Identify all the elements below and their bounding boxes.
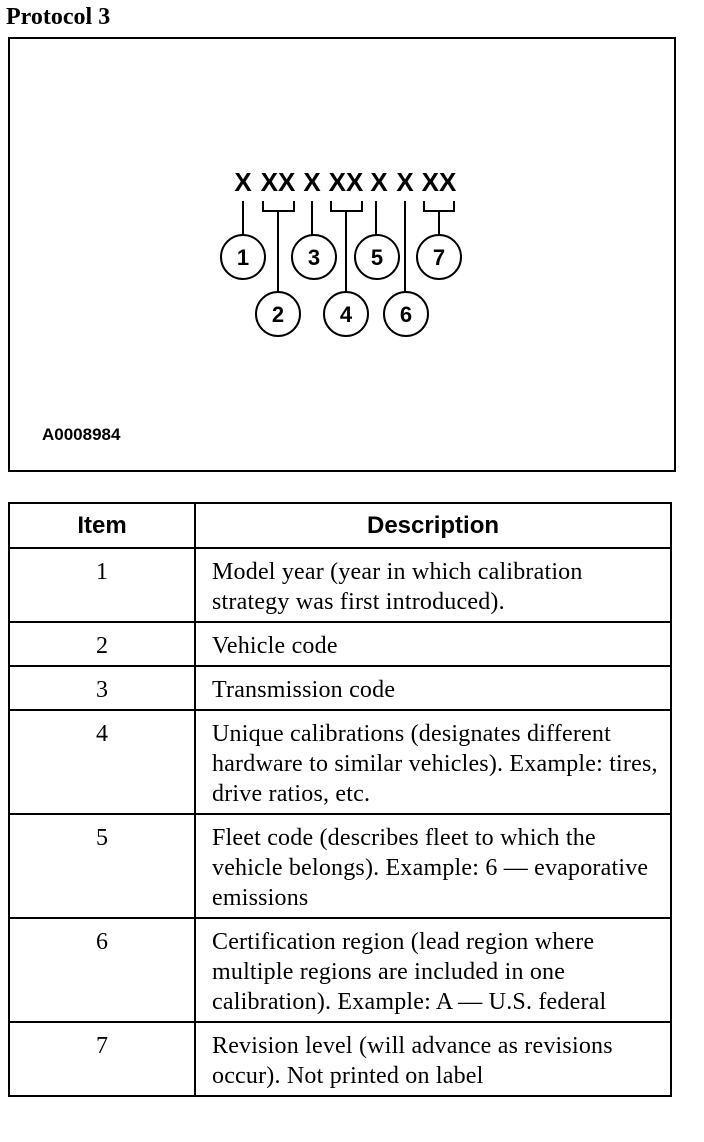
table-row <box>9 814 671 918</box>
table-row <box>9 622 671 666</box>
item-number: 4 <box>9 710 195 814</box>
item-description: Model year (year in which calibration strategy was first introduced). <box>195 548 671 622</box>
table-row <box>9 548 671 622</box>
item-number: 1 <box>9 548 195 622</box>
callout-number-4: 4 <box>339 302 353 327</box>
item-description: Transmission code <box>195 666 671 710</box>
header-item: Item <box>9 503 195 548</box>
callout-number-7: 7 <box>432 245 446 270</box>
table-row <box>9 666 671 710</box>
code-group-5: X <box>370 167 388 197</box>
item-description: Vehicle code <box>195 622 671 666</box>
bracket-2 <box>263 201 294 211</box>
callout-number-6: 6 <box>399 302 413 327</box>
bracket-4 <box>331 201 362 211</box>
callout-number-2: 2 <box>271 302 285 327</box>
item-number: 3 <box>9 666 195 710</box>
callout-number-5: 5 <box>370 245 384 270</box>
header-description: Description <box>195 503 671 548</box>
code-group-6: X <box>396 167 414 197</box>
item-number: 7 <box>9 1022 195 1096</box>
code-group-3: X <box>303 167 321 197</box>
callout-number-3: 3 <box>307 245 321 270</box>
code-group-7: XX <box>421 167 457 197</box>
item-number: 2 <box>9 622 195 666</box>
calibration-code <box>234 167 457 197</box>
item-description: Certification region (lead region where multiple regions are included in one calibration). Example: A — U.S. federal <box>195 918 671 1022</box>
figure-id: A0008984 <box>42 425 121 444</box>
item-description: Fleet code (describes fleet to which the vehicle belongs). Example: 6 — evaporative emissions <box>195 814 671 918</box>
code-diagram <box>10 39 674 470</box>
table-row <box>9 918 671 1022</box>
table-row <box>9 710 671 814</box>
code-group-2: XX <box>260 167 296 197</box>
code-group-4: XX <box>328 167 364 197</box>
table-row <box>9 1022 671 1096</box>
item-number: 6 <box>9 918 195 1022</box>
bracket-7 <box>424 201 454 211</box>
description-table <box>8 502 672 1097</box>
page-title: Protocol 3 <box>6 4 111 30</box>
code-group-1: X <box>234 167 252 197</box>
callout-number-1: 1 <box>236 245 250 270</box>
item-description: Revision level (will advance as revisions occur). Not printed on label <box>195 1022 671 1096</box>
item-number: 5 <box>9 814 195 918</box>
table-header-row <box>9 503 671 548</box>
figure-box <box>8 37 676 472</box>
item-description: Unique calibrations (designates different hardware to similar vehicles). Example: tires, drive ratios, etc. <box>195 710 671 814</box>
